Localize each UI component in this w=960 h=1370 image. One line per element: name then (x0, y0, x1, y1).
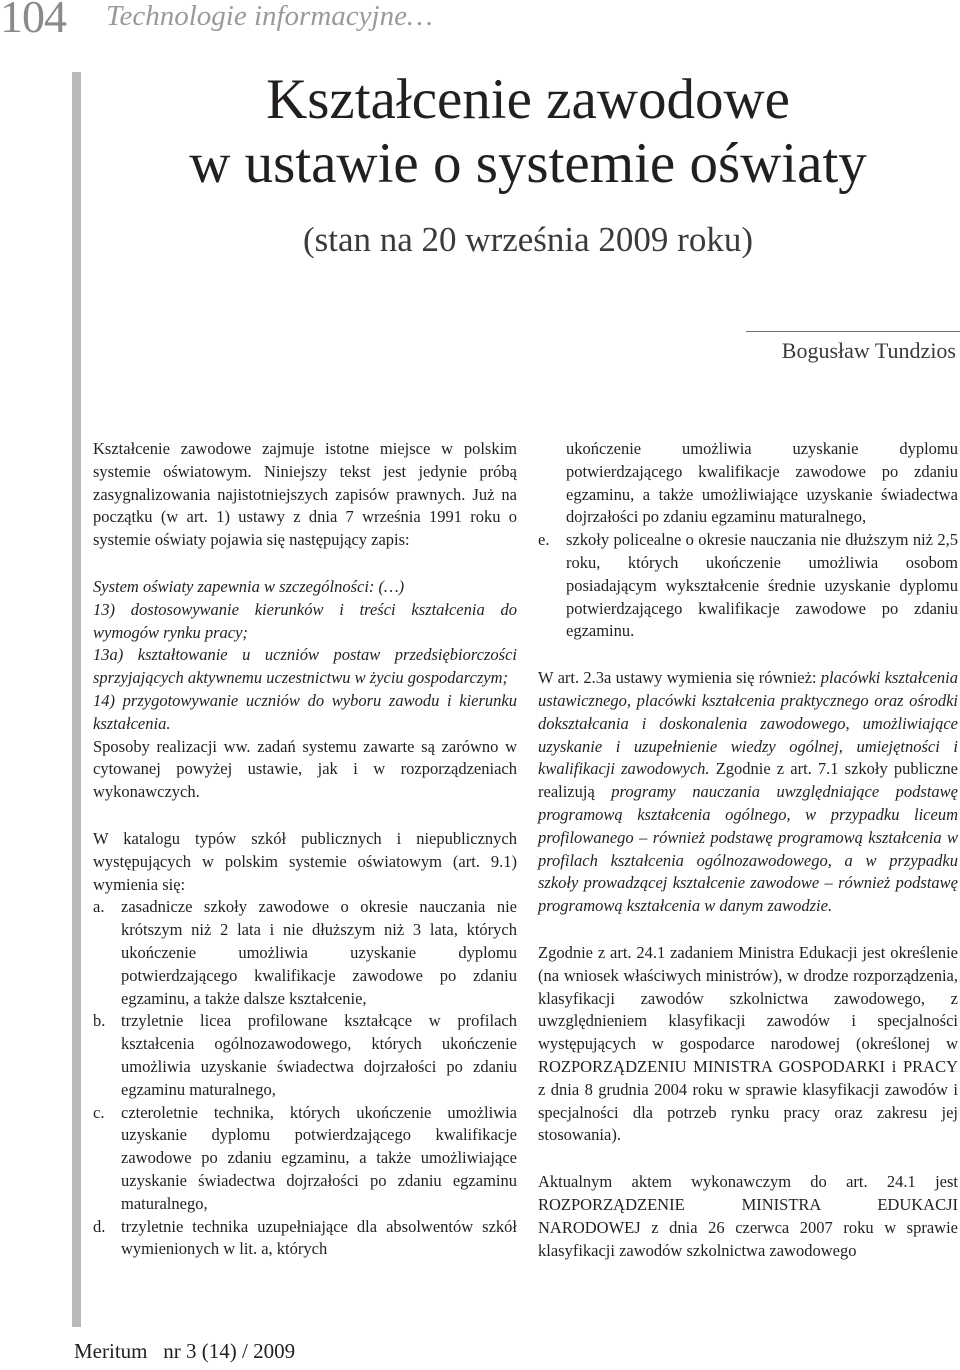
intro-paragraph: Kształcenie zawodowe zajmuje istotne miejsce w polskim systemie oświatowym. Niniejszy tekst jest jedynie próbą zasygnalizowania najistotniejszych zapisów prawnych. Już na początku (w art. 1) ustawy z dnia 7 września 1991 roku o systemie oświaty pojawia się następujący zapis: (93, 439, 517, 550)
magazine-name: Meritum (74, 1339, 148, 1363)
list-item (93, 1216, 517, 1262)
catalog-paragraph: W katalogu typów szkół publicznych i niepublicznych występujących w polskim systemie oświatowym (art. 9.1) wymienia się: (93, 828, 517, 894)
footer (74, 1341, 295, 1362)
art-7-1-lead: Zgodnie z art. 7.1 szkoły publiczne realizują (538, 759, 958, 802)
list-item (93, 1102, 517, 1216)
art-2-3a-paragraph (538, 667, 958, 918)
list-item (538, 529, 958, 643)
quote-item-13a: 13a) kształtowanie u uczniów postaw przedsiębiorczości sprzyjających aktywnemu uczestnictwu w życiu gospodarczym; (93, 645, 517, 688)
list-item (93, 1010, 517, 1101)
title-line-2: w ustawie o systemie oświaty (189, 132, 867, 195)
list-item-continuation (538, 438, 958, 529)
author-divider (746, 331, 960, 332)
running-head: Technologie informacyjne… (106, 0, 433, 32)
issue-number: nr 3 (14) / 2009 (163, 1339, 296, 1363)
ways-paragraph: Sposoby realizacji ww. zadań systemu zawarte są zarówno w cytowanej powyżej ustawie, jak i w rozporządzeniach wykonawczych. (93, 736, 517, 802)
list-text: ukończenie umożliwia uzyskanie dyplomu potwierdzającego kwalifikacje zawodowe po zdaniu egzaminu, a także umożliwiające uzyskanie świadectwa dojrzałości po zdaniu egzaminu maturalnego, (566, 439, 958, 527)
art-2-3a-lead: W art. 2.3a ustawy wymienia się również: (538, 668, 821, 688)
author-name: Bogusław Tundzios (781, 338, 956, 363)
side-decoration-bar (72, 72, 81, 1327)
list-marker: d. (93, 1216, 106, 1236)
current-act-paragraph: Aktualnym aktem wykonawczym do art. 24.1 jest ROZPORZĄDZENIE MINISTRA EDUKACJI NARODOWEJ z dnia 26 czerwca 2007 roku w sprawie klasyfikacji zawodów szkolnictwa zawodowego (538, 1172, 958, 1260)
article-title (96, 68, 960, 196)
article-subtitle: (stan na 20 września 2009 roku) (302, 220, 753, 259)
list-marker: a. (93, 897, 105, 917)
list-marker: c. (93, 1102, 105, 1122)
list-item (93, 896, 517, 1010)
quote-item-13: 13) dostosowywanie kierunków i treści kształcenia do wymogów rynku pracy; (93, 599, 517, 642)
right-column (538, 438, 958, 1262)
art-2-3a-quote: placówki kształcenia ustawicznego, placówki kształcenia praktycznego oraz ośrodki dokształcania i doskonalenia zawodowego, umożliwiające uzyskanie i uzupełnienie wiedzy ogólnej, umiejętności i kwalifikacji zawodowych. (538, 668, 958, 779)
list-text: trzyletnie licea profilowane kształcące w profilach kształcenia ogólnozawodowego, których ukończenie umożliwia uzyskanie świadectwa dojrzałości po zdaniu egzaminu maturalnego, (121, 1011, 517, 1099)
list-text: zasadnicze szkoły zawodowe o okresie nauczania nie krótszym niż 2 lata i nie dłuższym niż 3 lata, których ukończenie umożliwia uzyskanie dyplomu potwierdzającego kwalifikacje zawodowe po zdaniu egzaminu, a także dalsze kształcenie, (121, 897, 517, 1008)
list-marker: b. (93, 1011, 106, 1031)
list-text: trzyletnie technika uzupełniające dla absolwentów szkół wymienionych w lit. a, których (121, 1216, 517, 1259)
list-text: szkoły policealne o okresie nauczania nie dłuższym niż 2,5 roku, których ukończenie umożliwia osobom posiadającym wykształcenie średnie uzyskanie dyplomu potwierdzającego kwalifikacje zawodowe po zdaniu egzaminu. (566, 530, 958, 641)
quote-lead: System oświaty zapewnia w szczególności: (…) (93, 576, 405, 596)
list-text: czteroletnie technika, których ukończenie umożliwia uzyskanie dyplomu potwierdzającego kwalifikacje zawodowe po zdaniu egzaminu, a także umożliwiające uzyskanie świadectwa dojrzałości po zdaniu egzaminu maturalnego, (121, 1102, 517, 1213)
left-column (93, 438, 517, 1261)
quote-item-14: 14) przygotowywanie uczniów do wyboru zawodu i kierunku kształcenia. (93, 690, 517, 733)
art-24-1-paragraph: Zgodnie z art. 24.1 zadaniem Ministra Edukacji jest określenie (na wniosek właściwych ministrów), w drodze rozporządzenia, klasyfikacji zawodów szkolnictwa zawodowego, z uwzględnieniem klasyfikacji zawodów i specjalności występujących w gospodarce narodowej (określonej w ROZPORZĄDZENIU MINISTRA GOSPODARKI i PRACY z dnia 8 grudnia 2004 roku w sprawie klasyfikacji zawodów i specjalności dla potrzeb rynku pracy oraz zakresu jej stosowania). (538, 942, 958, 1145)
art-7-1-quote: programy nauczania uwzględniające podstawę programową kształcenia ogólnego, w przypadku liceum profilowanego – również podstawę programową kształcenia w profilach kształcenia ogólnozawodowego, a w przypadku szkoły prowadzącej kształcenie zawodowe – również podstawę programową kształcenia w danym zawodzie. (538, 782, 958, 916)
list-marker: e. (538, 530, 550, 550)
page-number: 104 (0, 0, 66, 42)
title-line-1: Kształcenie zawodowe (266, 68, 790, 131)
